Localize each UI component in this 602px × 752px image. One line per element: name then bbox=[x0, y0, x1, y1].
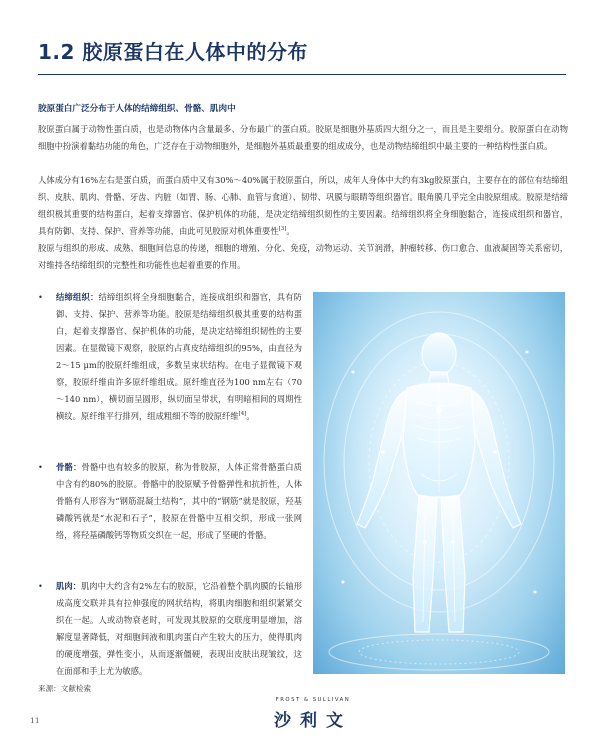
page-number: 11 bbox=[30, 716, 40, 725]
citation: [4] bbox=[238, 411, 247, 418]
paragraph-text: 胶原蛋白属于动物性蛋白质，也是动物体内含量最多、分布最广的蛋白质。胶原是细胞外基质四大组分之一，而且是主要组分。胶原蛋白在动物细胞中扮演着黏结功能的角色，广泛存在于动物细胞外，是细胞外基质最重要的组成成分，也是动物结缔组织中最主要的一种结构性蛋白质。 bbox=[38, 124, 568, 151]
frost-sullivan-logo: 沙利文 bbox=[274, 711, 352, 731]
bullet-connective-tissue: • 结缔组织：结缔组织将全身细胞黏合，连接成组织和器官，具有防御、支持、保护、营养等功能。胶原是结缔组织极其重要的结构蛋白，起着支撑器官、保护机体的功能，是决定结缔组织韧性的主要因素。在显微镜下观察，胶原约占真皮结缔组织的95%，由直径为2～15 μm的胶原纤维组成，多数呈束状结构。在电子显微镜下观察，胶原纤维由许多原纤维组成。原纤维直径为100 nm左右（70～140 nm），横切面呈圆形，纵切面呈带状，有明暗相间的周期性横纹。原纤维平行排列，组成粗细不等的胶原纤维[4]。 bbox=[38, 289, 302, 425]
paragraph-text: 胶原与组织的形成、成熟、细胞间信息的传递，细胞的增殖、分化、免疫，动物运动、关节润滑，肿瘤转移、伤口愈合、血液凝固等关系密切，对维持各结缔组织的完整性和功能性也起着重要的作用。 bbox=[38, 243, 568, 270]
bullet-term: 肌肉： bbox=[56, 581, 81, 591]
bullet-marker: • bbox=[38, 462, 43, 472]
bullet-text: 结缔组织将全身细胞黏合，连接成组织和器官，具有防御、支持、保护、营养等功能。胶原是结缔组织极其重要的结构蛋白，起着支撑器官、保护机体的功能，是决定结缔组织韧性的主要因素。在显微镜下观察，胶原约占真皮结缔组织的95%，由直径为2～15 μm的胶原纤维组成，多数呈束状结构。在电子显微镜下观察，胶原纤维由许多原纤维组成。原纤维直径为100 nm左右（70～140 nm），横切面呈圆形，纵切面呈带状，有明暗相间的周期性横纹。原纤维平行排列，组成粗细不等的胶原纤维 bbox=[56, 292, 302, 421]
bullet-term: 骨骼： bbox=[56, 462, 82, 472]
bullet-marker: • bbox=[38, 581, 43, 591]
page-title: 1.2 胶原蛋白在人体中的分布 bbox=[38, 40, 308, 64]
bullet-term: 结缔组织： bbox=[56, 292, 99, 302]
source-note: 来源：文献检索 bbox=[38, 684, 92, 693]
body-paragraph bbox=[38, 121, 568, 155]
paragraph-text: 人体成分有16%左右是蛋白质，而蛋白质中又有30%～40%属于胶原蛋白，所以，成年人身体中大约有3kg胶原蛋白，主要存在的部位有结缔组织、皮肤、肌肉、骨骼、牙齿、内脏（如胃、肠、心肺、血管与食道）、韧带、巩膜与眼睛等组织器官。眼角膜几乎完全由胶原组成。胶原是结缔组织极其重要的结构蛋白，起着支撑器官、保护机体的功能，是决定结缔组织韧性的主要因素。结缔组织将全身细胞黏合，连接成组织和器官，具有防御、支持、保护、营养等功能，由此可见胶原对机体重要性 bbox=[38, 175, 568, 236]
citation: [3] bbox=[278, 226, 287, 233]
bullet-marker: • bbox=[38, 292, 43, 302]
logo-tagline: FROST & SULLIVAN bbox=[275, 697, 351, 703]
human-body-illustration bbox=[313, 292, 565, 674]
body-paragraph bbox=[38, 240, 568, 274]
body-paragraph: 人体成分有16%左右是蛋白质，而蛋白质中又有30%～40%属于胶原蛋白，所以，成年人身体中大约有3kg胶原蛋白，主要存在的部位有结缔组织、皮肤、肌肉、骨骼、牙齿、内脏（如胃、肠、心肺、血管与食道）、韧带、巩膜与眼睛等组织器官。眼角膜几乎完全由胶原组成。胶原是结缔组织极其重要的结构蛋白，起着支撑器官、保护机体的功能，是决定结缔组织韧性的主要因素。结缔组织将全身细胞黏合，连接成组织和器官，具有防御、支持、保护、营养等功能，由此可见胶原对机体重要性[3]。 bbox=[38, 175, 568, 236]
human-body-icon bbox=[313, 292, 565, 674]
title-divider bbox=[38, 74, 566, 75]
bullet-bone bbox=[38, 459, 302, 544]
bullet-text: 肌肉中大约含有2%左右的胶原，它沿着整个肌肉膜的长轴形成高度交联并具有拉伸强度的网状结构，将肌肉细胞和组织紧紧交织在一起。人或动物衰老时，可发现其胶原的交联度明显增加，溶解度显著降低，对细胞间液和肌肉蛋白产生较大的压力，使得肌肉的硬度增强，弹性变小，从而逐渐僵硬，表现出皮肤出现皱纹，这在面部和手上尤为敏感。 bbox=[56, 581, 302, 676]
bullet-muscle bbox=[38, 578, 302, 680]
section-subheading: 胶原蛋白广泛分布于人体的结缔组织、骨骼、肌肉中 bbox=[38, 104, 236, 114]
bullet-text: 骨骼中也有较多的胶原，称为骨胶原，人体正常骨骼蛋白质中含有约80%的胶原。骨骼中的胶原赋予骨骼弹性和抗折性，人体骨骼有人形容为“钢筋混凝土结构”，其中的“钢筋”就是胶原，羟基磷酸钙就是“水泥和石子”，胶原在骨骼中互相交织，形成一张网络，将羟基磷酸钙等物质交织在一起，形成了坚硬的骨骼。 bbox=[56, 462, 302, 540]
